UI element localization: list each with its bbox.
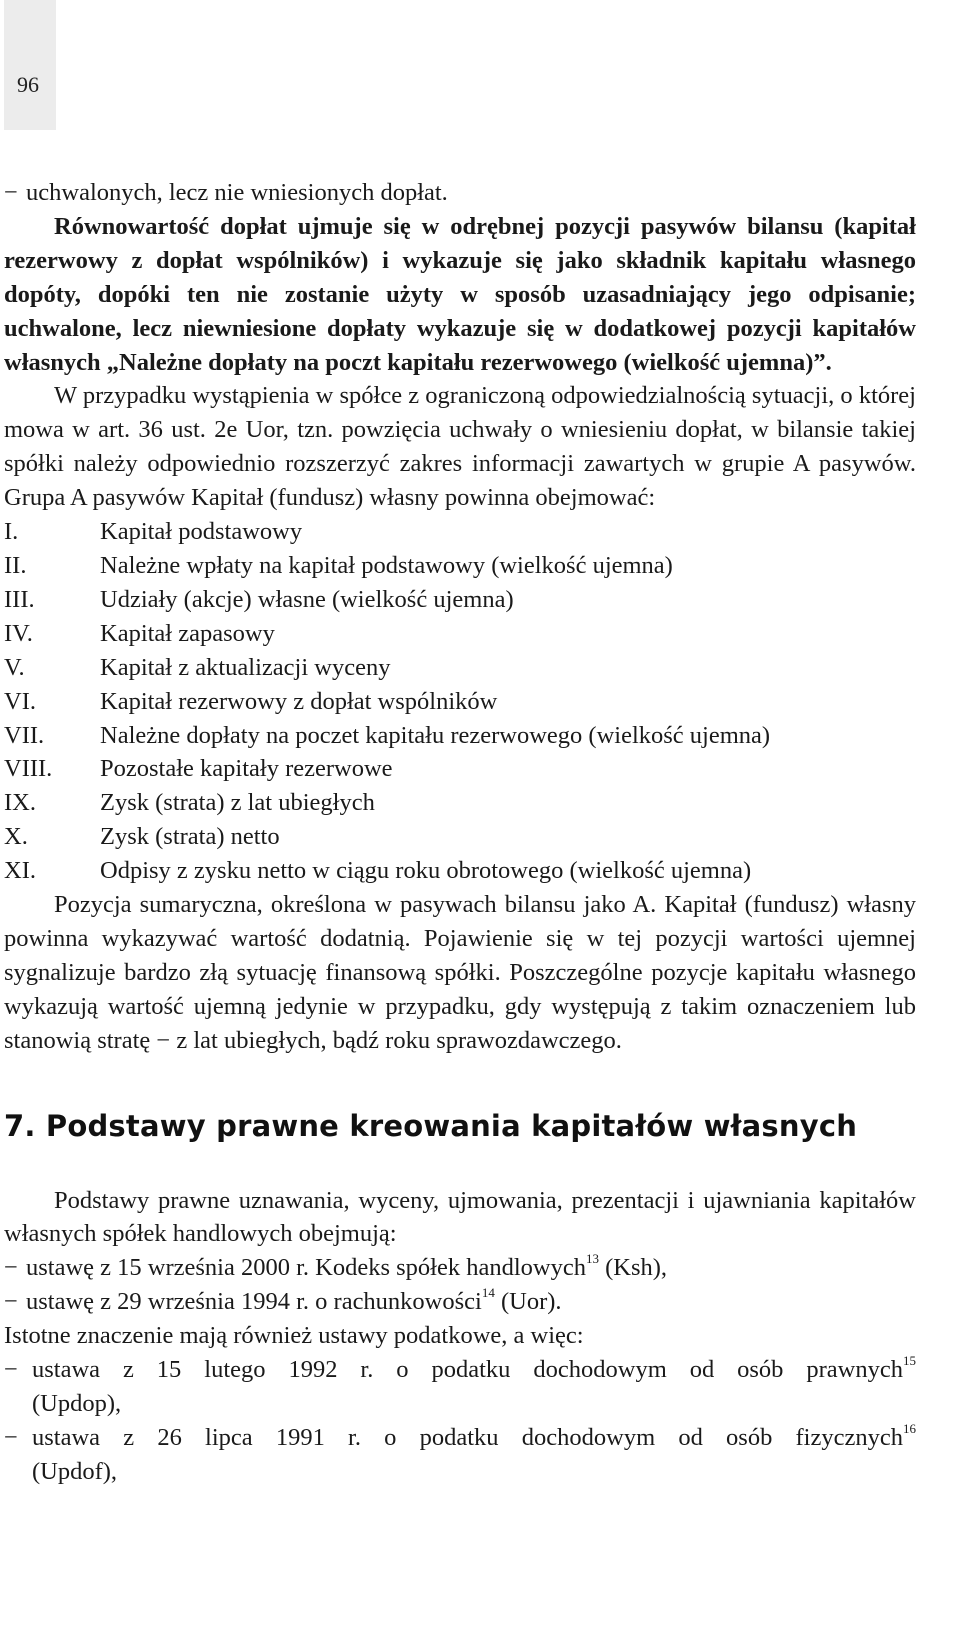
tax-law-item: [4, 1353, 916, 1421]
list-item-text: Należne dopłaty na poczet kapitału rezerwowego (wielkość ujemna): [100, 721, 771, 749]
law-suffix: (Uor).: [494, 1288, 562, 1316]
list-item: [4, 719, 916, 753]
list-item-number: VI.: [4, 687, 36, 715]
tax-law-item: [4, 1421, 916, 1489]
list-item-text: Kapitał podstawowy: [100, 518, 303, 546]
paragraph-2: W przypadku wystąpienia w spółce z ograniczoną odpowiedzialnością sytuacji, o której mowa w art. 36 ust. 2e Uor, tzn. powzięcia uchwały o wniesieniu dopłat, w bilansie takiej spółki należy odpowiednio rozszerzyć zakres informacji zawartych w grupie A pasywów. Grupa A pasywów Kapitał (fundusz) własny powinna obejmować:: [4, 382, 916, 512]
list-item: [4, 651, 916, 685]
tax-law-text: ustawa z 15 lutego 1992 r. o podatku dochodowym od osób prawnych: [32, 1356, 903, 1384]
list-item-text: Kapitał zapasowy: [100, 619, 275, 647]
page-number-tab: [4, 0, 56, 130]
paragraph-5: Istotne znaczenie mają również ustawy podatkowe, a więc:: [4, 1322, 584, 1350]
list-item-text: Odpisy z zysku netto w ciągu roku obrotowego (wielkość ujemna): [100, 857, 752, 885]
list-item-number: IV.: [4, 619, 33, 647]
list-item: [4, 786, 916, 820]
list-item: [4, 752, 916, 786]
section-heading: 7. Podstawy prawne kreowania kapitałów własnych: [4, 1108, 858, 1143]
paragraph-4: Podstawy prawne uznawania, wyceny, ujmowania, prezentacji i ujawniania kapitałów własnych spółek handlowych obejmują:: [4, 1186, 916, 1248]
list-item-text: Udziały (akcje) własne (wielkość ujemna): [100, 585, 514, 613]
capital-items-list: [4, 515, 916, 888]
law-text: ustawę z 15 września 2000 r. Kodeks spółek handlowych: [26, 1254, 586, 1282]
law-suffix: (Ksh),: [598, 1254, 668, 1282]
list-item: [4, 854, 916, 888]
dash-mark: −: [4, 1254, 18, 1282]
list-item-number: VIII.: [4, 755, 53, 783]
law-text: ustawę z 29 września 1994 r. o rachunkowości: [26, 1288, 482, 1316]
tax-law-second-line: (Updof),: [32, 1457, 118, 1485]
tax-law-body: [32, 1421, 916, 1489]
footnote-ref: 16: [903, 1420, 916, 1436]
list-item-number: III.: [4, 585, 35, 613]
dash-item-text: uchwalonych, lecz nie wniesionych dopłat.: [26, 179, 448, 206]
law-item: [4, 1251, 916, 1285]
list-item-text: Zysk (strata) netto: [100, 823, 280, 851]
tax-law-first-line: [32, 1421, 916, 1455]
dash-mark: −: [4, 1423, 18, 1451]
list-item-number: X.: [4, 823, 28, 851]
dash-item-dopłaty: [4, 176, 916, 210]
list-item-number: XI.: [4, 857, 36, 885]
list-item-number: I.: [4, 518, 19, 546]
list-item-number: V.: [4, 653, 25, 681]
bold-paragraph: Równowartość dopłat ujmuje się w odrębnej pozycji pasywów bilansu (kapitał rezerwowy z dopłat wspólników) i wykazuje się jako składnik kapitału własnego dopóty, dopóki ten nie zostanie użyty w sposób uzasadniający jego odpisanie; uchwalone, lecz niewniesione dopłaty wykazuje się w dodatkowej pozycji kapitałów własnych „Należne dopłaty na poczt kapitału rezerwowego (wielkość ujemna)”.: [4, 212, 916, 376]
law-item: [4, 1285, 916, 1319]
paragraph-3: Pozycja sumaryczna, określona w pasywach bilansu jako A. Kapitał (fundusz) własny powinna wykazywać wartość dodatnią. Pojawienie się w tej pozycji wartości ujemnej sygnalizuje bardzo złą sytuację finansową spółki. Poszczególne pozycje kapitału własnego wykazują wartość ujemną jedynie w przypadku, gdy występują z takim oznaczeniem lub stanowią stratę − z lat ubiegłych, bądź roku sprawozdawczego.: [4, 891, 916, 1054]
list-item: [4, 583, 916, 617]
dash-mark: −: [4, 1288, 18, 1316]
list-item-text: Zysk (strata) z lat ubiegłych: [100, 789, 375, 817]
list-item-number: II.: [4, 551, 27, 579]
dash-mark: −: [4, 1356, 18, 1384]
tax-law-text: ustawa z 26 lipca 1991 r. o podatku dochodowym od osób fizycznych: [32, 1423, 903, 1451]
tax-law-body: [32, 1353, 916, 1421]
list-item-number: VII.: [4, 721, 45, 749]
footnote-ref: 15: [903, 1353, 916, 1369]
tax-law-second-line: (Updop),: [32, 1390, 122, 1417]
dash-mark: −: [4, 179, 18, 206]
tax-law-first-line: [32, 1353, 916, 1387]
list-item-text: Pozostałe kapitały rezerwowe: [100, 755, 393, 783]
footnote-ref: 13: [585, 1251, 599, 1267]
list-item: [4, 617, 916, 651]
list-item: [4, 685, 916, 719]
page-number: 96: [17, 72, 39, 97]
list-item: [4, 515, 916, 549]
list-item: [4, 549, 916, 583]
page-content: [4, 176, 916, 1489]
list-item-text: Kapitał rezerwowy z dopłat wspólników: [100, 687, 498, 715]
list-item-text: Należne wpłaty na kapitał podstawowy (wielkość ujemna): [100, 551, 673, 579]
footnote-ref: 14: [481, 1285, 495, 1301]
list-item-text: Kapitał z aktualizacji wyceny: [100, 653, 391, 681]
list-item: [4, 820, 916, 854]
list-item-number: IX.: [4, 789, 36, 817]
